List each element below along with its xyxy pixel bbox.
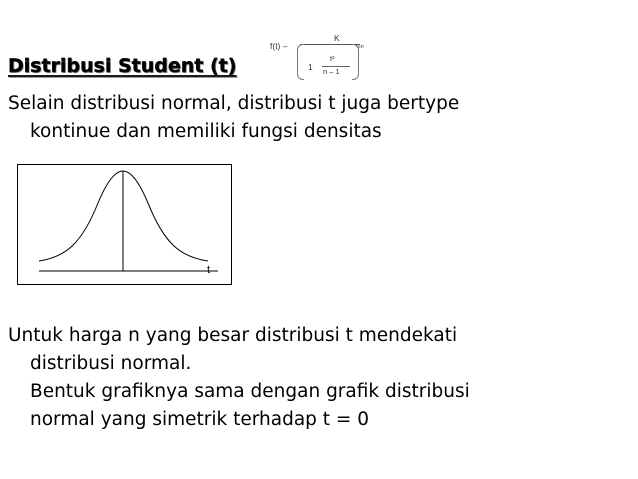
formula-fraction-bar — [300, 44, 360, 45]
slide-title: Distribusi Student (t) — [8, 55, 237, 77]
formula-left-paren — [297, 44, 304, 80]
formula-term-t-squared: t² — [330, 54, 335, 63]
t-axis-label: t — [207, 264, 211, 276]
formula-exponent: ½n — [356, 44, 364, 50]
graph-canvas — [18, 165, 231, 284]
conclusion-line-3: Bentuk grafiknya sama dengan grafik distribusi — [30, 381, 470, 402]
conclusion-line-1: Untuk harga n yang besar distribusi t mendekati — [8, 325, 458, 346]
t-distribution-graph — [17, 164, 232, 285]
density-formula — [270, 30, 380, 85]
intro-paragraph — [8, 90, 459, 146]
intro-line-1: Selain distribusi normal, distribusi t juga bertype — [8, 93, 460, 114]
conclusion-line-4: normal yang simetrik terhadap t = 0 — [30, 409, 370, 430]
formula-term-n-minus-1: n – 1 — [323, 67, 340, 76]
conclusion-paragraph — [8, 322, 470, 434]
formula-lhs: f(t) – — [270, 41, 288, 51]
formula-numerator: K — [334, 33, 340, 43]
intro-line-2: kontinue dan memiliki fungsi densitas — [30, 121, 382, 142]
conclusion-line-2: distribusi normal. — [30, 353, 192, 374]
formula-term-one: 1 — [308, 62, 313, 72]
